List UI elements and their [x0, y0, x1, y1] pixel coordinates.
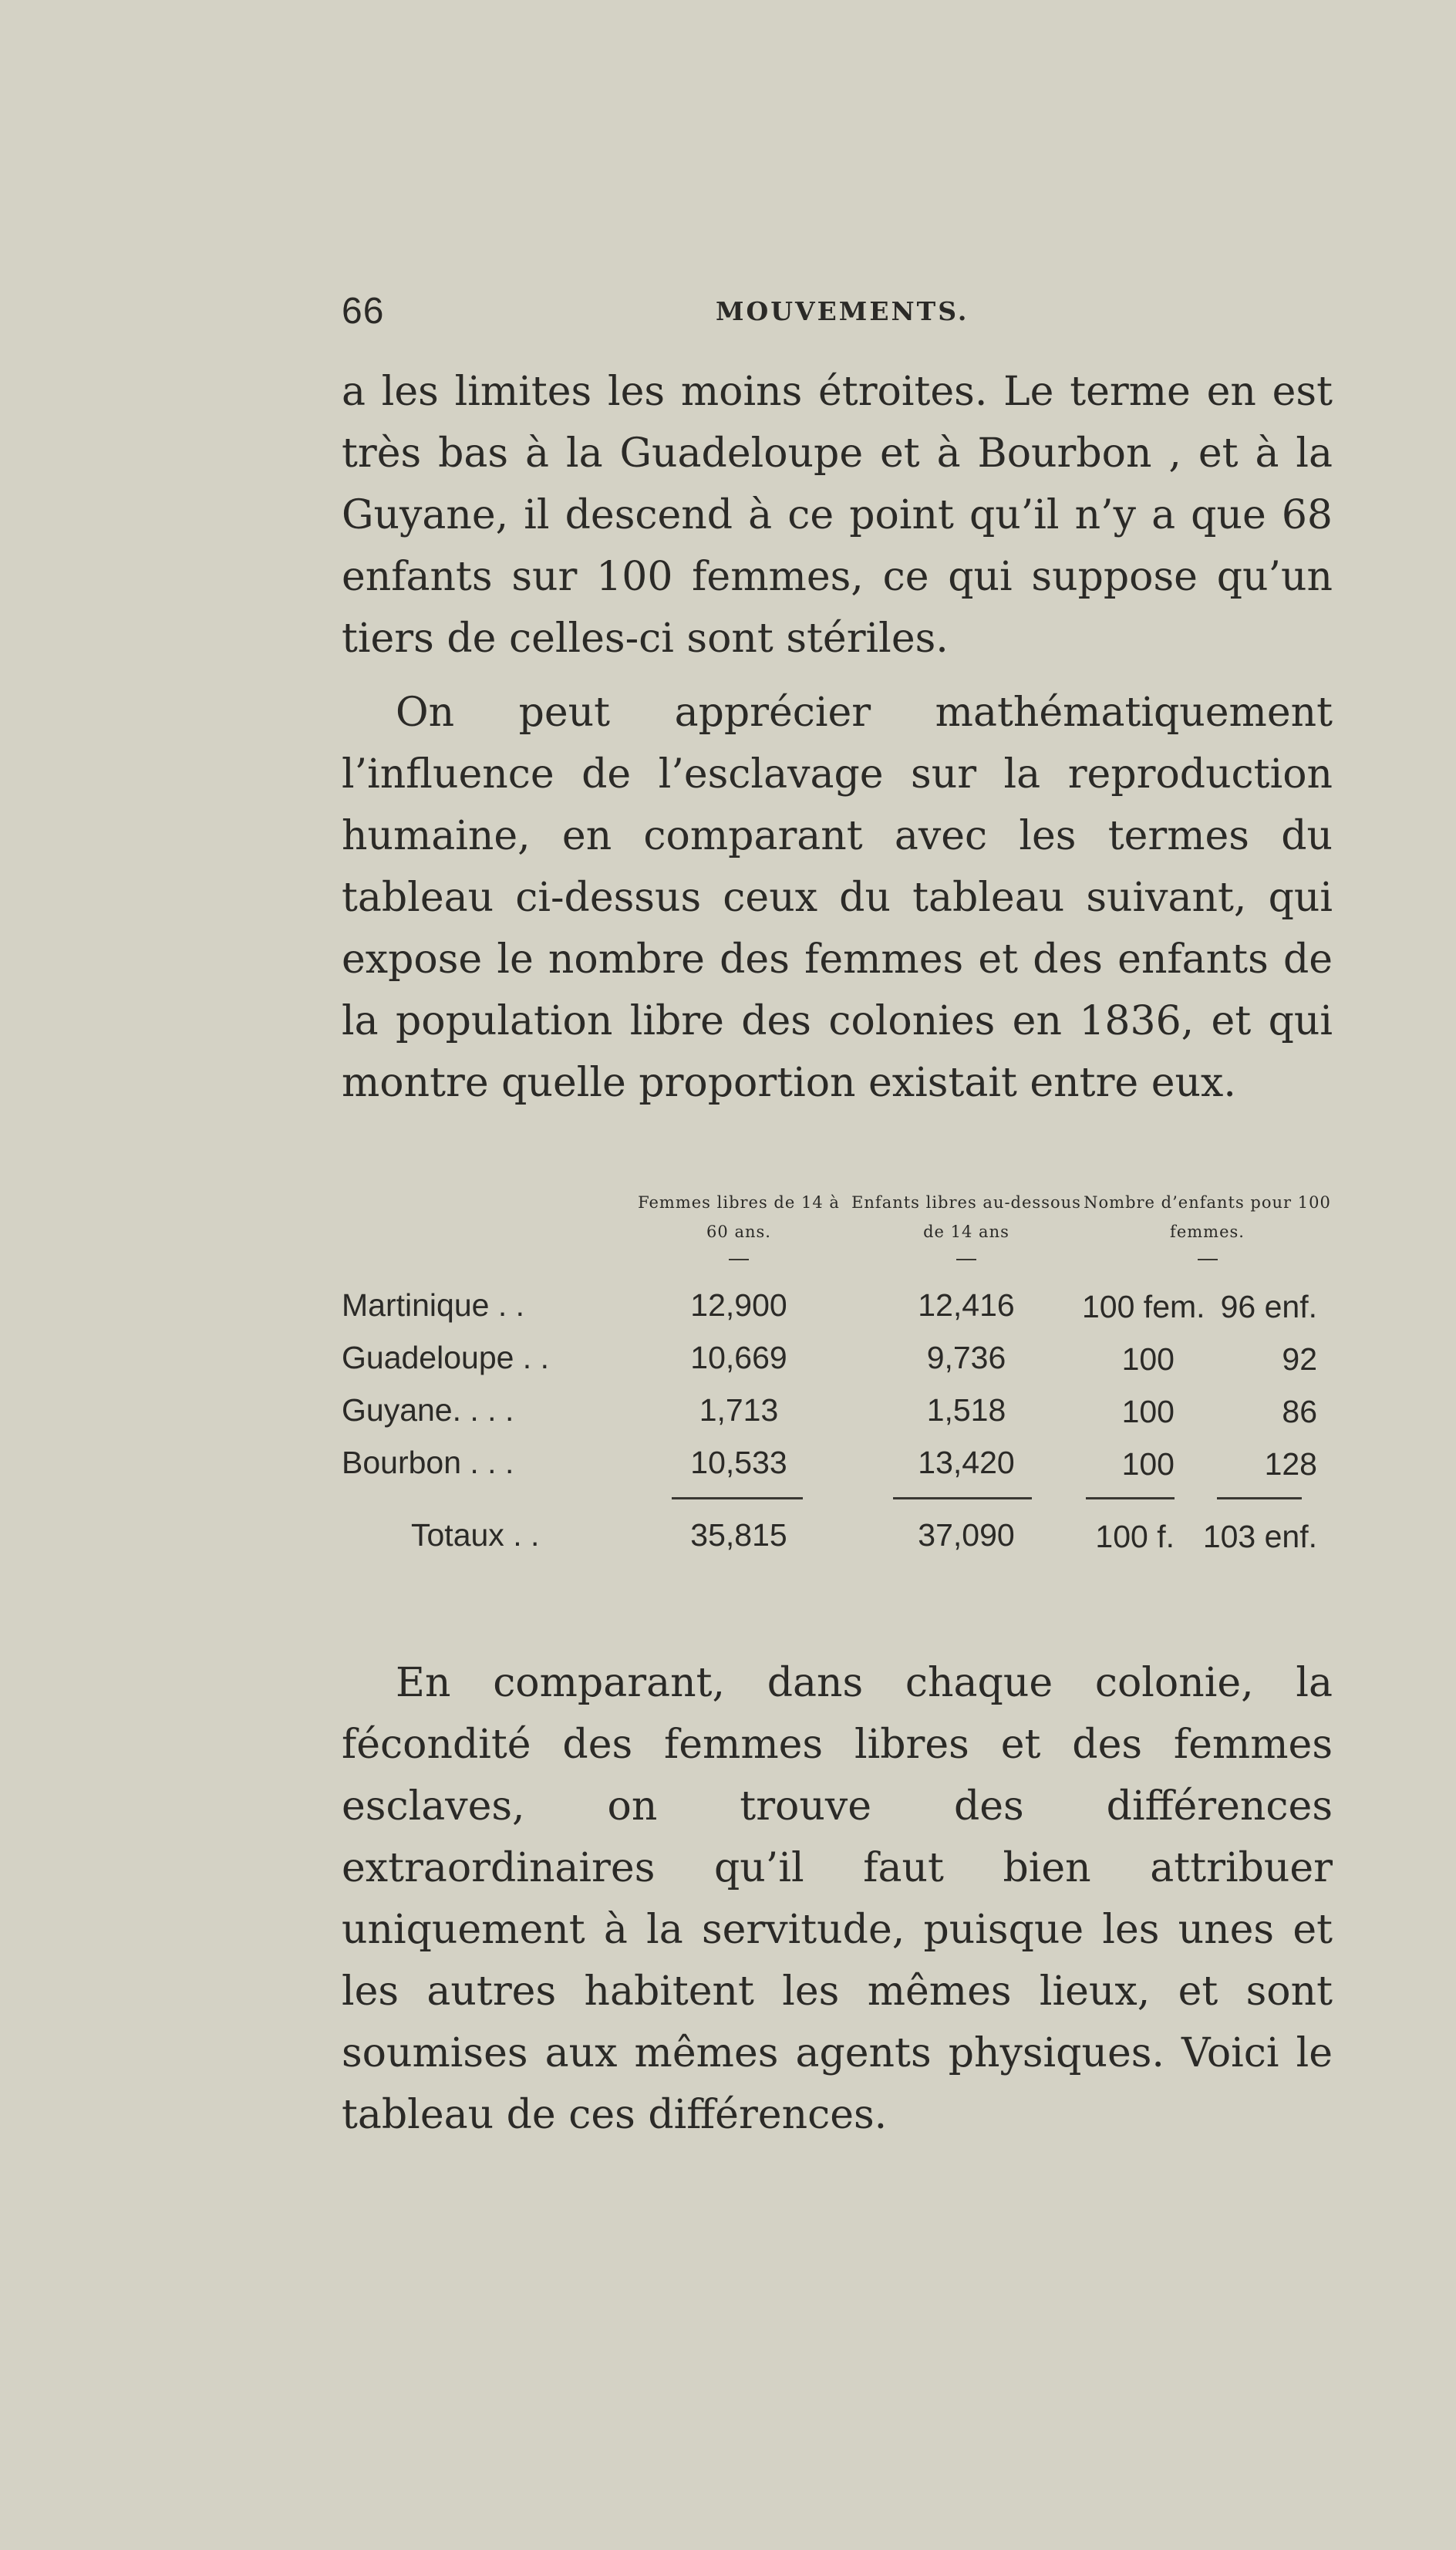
colony-name: Guadeloupe . . — [342, 1339, 549, 1375]
header-dash — [956, 1259, 976, 1260]
ratio-women: 100 fem. — [1082, 1289, 1205, 1324]
paragraph-2: On peut apprécier mathématiquement l’influence de l’esclavage sur la reproduction humaine, en comparant avec les termes du tableau ci-dessus ceux du tableau suivant, qui expose le nombre des femmes et des enfants de la population libre des colonies en 1836, et qui montre quelle proportion existait entre eux. — [342, 690, 1333, 1106]
table-row — [342, 1331, 1333, 1384]
children-count: 13,420 — [918, 1444, 1015, 1480]
children-count: 1,518 — [926, 1391, 1006, 1428]
table-header-row — [342, 1188, 1333, 1279]
women-count: 1,713 — [699, 1391, 779, 1428]
population-table — [342, 1188, 1333, 1561]
running-title: MOUVEMENTS. — [716, 296, 969, 326]
women-count: 12,900 — [690, 1287, 787, 1323]
sum-rule — [672, 1497, 803, 1499]
ratio-women: 100 — [1121, 1394, 1175, 1429]
total-ratio-children: 103 enf. — [1202, 1519, 1317, 1554]
children-count: 12,416 — [918, 1287, 1015, 1323]
ratio-children: 92 — [1282, 1341, 1317, 1377]
page-header — [342, 290, 1113, 336]
header-dash — [729, 1259, 749, 1260]
total-ratio-women: 100 f. — [1095, 1519, 1175, 1554]
total-label: Totaux . . — [411, 1516, 540, 1553]
ratio-cell — [1082, 1436, 1333, 1489]
table-row — [342, 1436, 1333, 1489]
paragraph-3: En comparant, dans chaque colonie, la fécondité des femmes libres et des femmes esclaves, on trouve des différences extraordinaires qu’il faut bien attribuer uniquement à la servitude, puisque les unes et les autres habitent les mêmes lieux, et sont soumises aux mêmes agents physiques. Voici le tableau de ces différences. — [342, 1660, 1333, 2138]
header-women-text: Femmes libres de 14 à 60 ans. — [638, 1193, 840, 1241]
table-row — [342, 1384, 1333, 1436]
colony-name: Bourbon . . . — [342, 1444, 514, 1480]
header-dash — [1198, 1259, 1218, 1260]
women-count: 10,533 — [690, 1444, 787, 1480]
sum-rule-row — [342, 1489, 1333, 1509]
women-count: 10,669 — [690, 1339, 787, 1375]
table-total-row — [342, 1509, 1333, 1561]
sum-rule — [893, 1497, 1032, 1499]
ratio-women: 100 — [1121, 1341, 1175, 1377]
header-children-text: Enfants libres au-dessous de 14 ans — [851, 1193, 1081, 1241]
rule-cell — [1082, 1489, 1333, 1509]
header-ratio — [1082, 1188, 1333, 1279]
ratio-children: 96 enf. — [1220, 1289, 1317, 1324]
header-ratio-text: Nombre d’enfants pour 100 femmes. — [1084, 1193, 1331, 1241]
ratio-cell — [1082, 1384, 1333, 1436]
table-row — [342, 1279, 1333, 1331]
page-number: 66 — [342, 291, 385, 332]
header-children — [851, 1188, 1082, 1279]
ratio-cell — [1082, 1331, 1333, 1384]
rule-spacer — [342, 1489, 627, 1509]
total-children: 37,090 — [918, 1516, 1015, 1553]
ratio-children: 128 — [1264, 1446, 1317, 1482]
total-women: 35,815 — [690, 1516, 787, 1553]
ratio-cell — [1082, 1279, 1333, 1331]
total-ratio-cell — [1082, 1509, 1333, 1561]
rule-cell — [627, 1489, 851, 1509]
colony-name: Guyane. . . . — [342, 1391, 514, 1428]
header-women — [627, 1188, 851, 1279]
paragraph-1: a les limites les moins étroites. Le terme en est très bas à la Guadeloupe et à Bourbon , et à la Guyane, il descend à ce point qu’il n’y a que 68 enfants sur 100 femmes, ce qui suppose qu’un tiers de celles-ci sont stériles. — [342, 369, 1333, 662]
rule-cell — [851, 1489, 1082, 1509]
children-count: 9,736 — [926, 1339, 1006, 1375]
sum-rule — [1217, 1497, 1302, 1499]
ratio-children: 86 — [1282, 1394, 1317, 1429]
header-colony — [342, 1188, 627, 1279]
ratio-women: 100 — [1121, 1446, 1175, 1482]
sum-rule — [1086, 1497, 1175, 1499]
colony-name: Martinique . . — [342, 1287, 524, 1323]
